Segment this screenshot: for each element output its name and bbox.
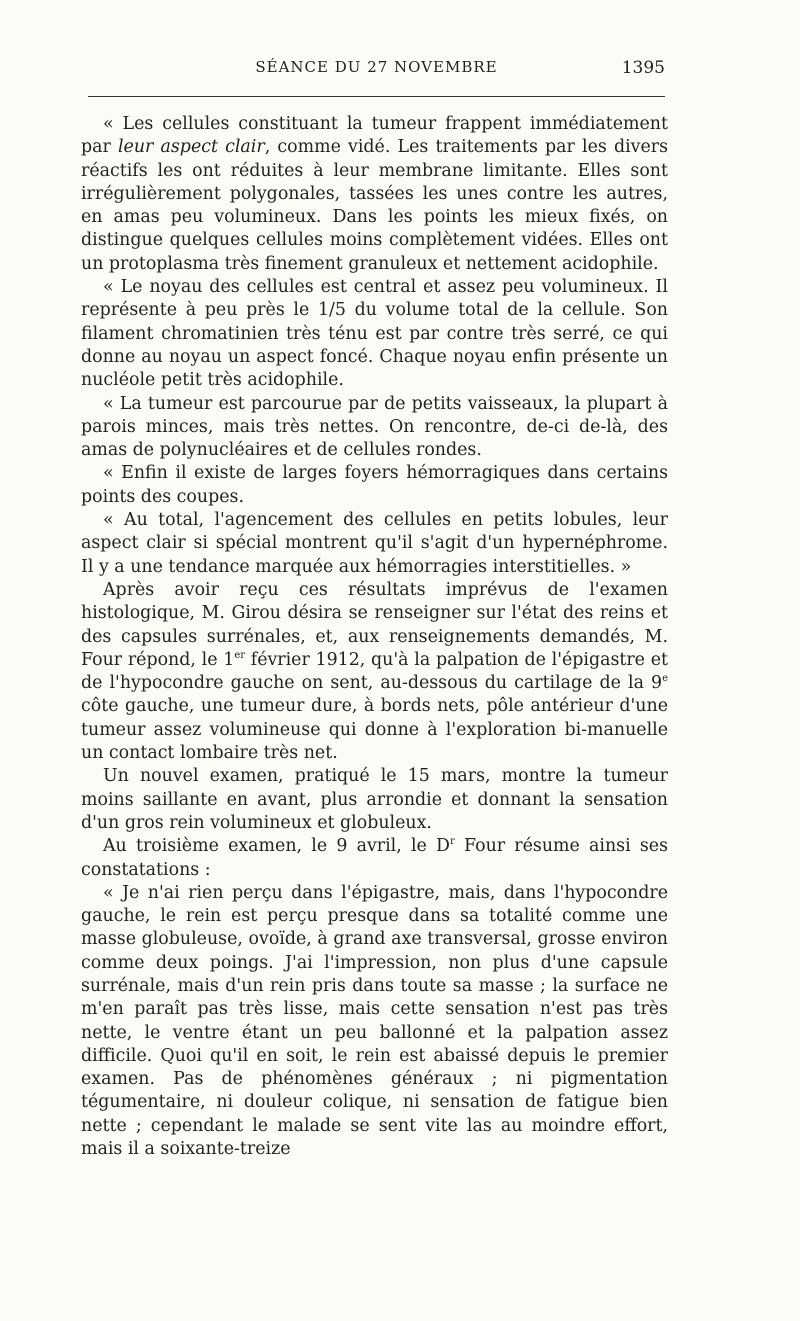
- paragraph-second-exam: Un nouvel examen, pratiqué le 15 mars, montre la tumeur moins saillante en avant, plus arrondie et donnant la sensation d'un gros rein volumineux et globuleux.: [81, 766, 668, 833]
- paragraph-vessels: « La tumeur est parcourue par de petits vaisseaux, la plupart à parois minces, mais très nettes. On rencontre, de-ci de-là, des amas de polynucléaires et de cellules rondes.: [81, 393, 668, 461]
- paragraph-text: Au troisième examen, le 9 avril, le D: [103, 836, 450, 857]
- paragraph-text: côte gauche, une tumeur dure, à bords nets, pôle antérieur d'une tumeur assez volumineuse qui donne à l'exploration bi-manuelle un contact lombaire très net.: [81, 696, 668, 764]
- paragraph-conclusion: « Au total, l'agencement des cellules en petits lobules, leur aspect clair si spécial montrent qu'il s'agit d'un hypernéphrome. Il y a une tendance marquée aux hémorragies interstitielles. »: [81, 510, 668, 577]
- superscript: r: [450, 836, 455, 848]
- superscript: e: [662, 673, 668, 685]
- paragraph-hemorrhage: « Enfin il existe de larges foyers hémorragiques dans certains points des coupes.: [81, 463, 668, 507]
- paragraph-text: février 1912, qu'à la palpation de l'épigastre et de l'hypocondre gauche on sent, au-dessous du cartilage de la 9: [81, 649, 668, 694]
- paragraph-quote-findings: « Je n'ai rien perçu dans l'épigastre, mais, dans l'hypocondre gauche, le rein est perçu presque dans sa totalité comme une masse globuleuse, ovoïde, à grand axe transversal, grosse environ comme deux poings. J'ai l'impression, non plus d'une capsule surrénale, mais d'un rein pris dans toute sa masse ; la surface ne m'en paraît pas très lisse, mais cette sensation n'est pas très nette, le ventre étant un peu ballonné et la palpation assez difficile. Quoi qu'il en soit, le rein est abaissé depuis le premier examen. Pas de phénomènes généraux ; ni pigmentation tégumentaire, ni douleur colique, ni sensation de fatigue bien nette ; cependant le malade se sent vite las au moindre effort, mais il a soixante-treize: [81, 882, 668, 1160]
- running-head: [88, 58, 665, 88]
- paragraph-text: Après avoir reçu ces résultats imprévus de l'examen histologique, M. Girou désira se renseigner sur l'état des reins et des capsules surrénales, et, aux renseignements demandés, M. Four répond, le 1: [81, 579, 668, 670]
- paragraph-first-exam: [81, 579, 668, 765]
- body-text: [81, 113, 668, 1161]
- paragraph-cell-description: [81, 113, 668, 276]
- paragraph-text: « Les cellules constituant la tumeur frappent immédiatement par: [81, 114, 668, 158]
- page-number: 1395: [621, 58, 665, 78]
- paragraph-text: , comme vidé. Les traitements par les divers réactifs les ont réduites à leur membrane limitante. Elles sont irrégulièrement polygonales, tassées les unes contre les autres, en amas peu volumineux. Dans les points les mieux fixés, on distingue quelques cellules moins complètement vidées. Elles ont un protoplasma très finement granuleux et nettement acidophile.: [81, 137, 669, 274]
- header-rule: [88, 96, 665, 97]
- italic-phrase: leur aspect clair: [117, 137, 265, 158]
- superscript: er: [234, 650, 246, 662]
- paragraph-nucleus: « Le noyau des cellules est central et assez peu volumineux. Il représente à peu près le 1/5 du volume total de la cellule. Son filament chromatinien très ténu est par contre très serré, ce qui donne au noyau un aspect foncé. Chaque noyau enfin présente un nucléole petit très acidophile.: [81, 277, 668, 391]
- running-title: SÉANCE DU 27 NOVEMBRE: [255, 58, 498, 76]
- paragraph-third-exam: [81, 835, 668, 882]
- paragraph-text: Four résume ainsi ses constatations :: [81, 836, 669, 880]
